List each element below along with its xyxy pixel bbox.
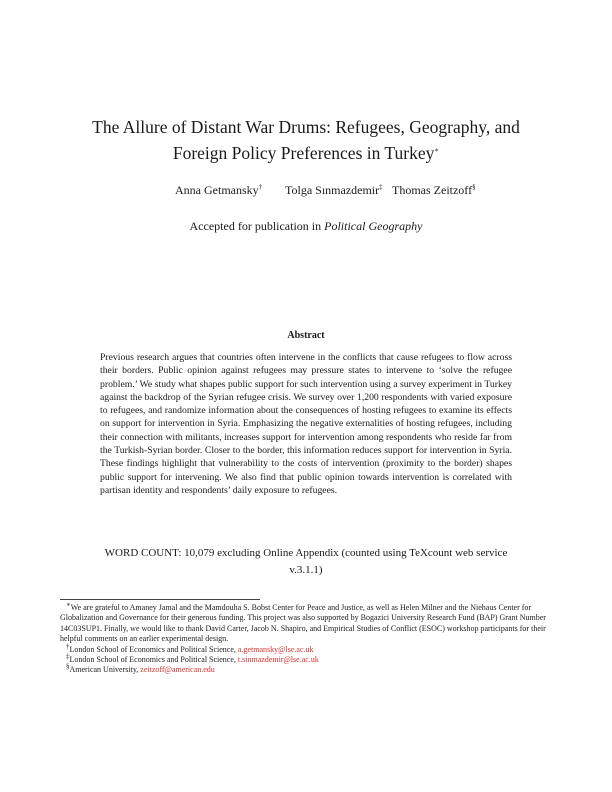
- author-mark: †: [258, 183, 263, 191]
- word-count-text: 10,079 excluding Online Appendix (counted using TeXcount web service v.3.1.1): [181, 547, 508, 576]
- journal-name: Political Geography: [324, 219, 423, 233]
- footnote-text: We are grateful to Amaney Jamal and the Mamdouha S. Bobst Center for Peace and Justice, as well as Helen Milner and the Niehaus Center for Globalization and Governance for their generous funding. This project was also supported by Bogazici University Research Fund (BAP) Grant Number 14C03SUP1. Finally, we would like to thank David Carter, Jacob N. Shapiro, and Empirical Studies of Conflict (ESOC) workshop participants for their helpful comments on an earlier experimental design.: [60, 603, 546, 644]
- email-link[interactable]: a.getmansky@lse.ac.uk: [237, 644, 314, 654]
- title-line-2-text: Foreign Policy Preferences in Turkey: [172, 143, 435, 163]
- title-line-1: The Allure of Distant War Drums: Refugees, Geography, and: [92, 117, 520, 137]
- footnote-text: London School of Economics and Political Science,: [69, 655, 238, 665]
- abstract-body: Previous research argues that countries often intervene in the conflicts that cause refugees to flow across their borders. Public opinion against refugees may pressure states to intervene to ‘solve the refugee problem.’ We study what shapes public support for such intervention using a survey experiment in Turkey against the backdrop of the Syrian refugee crisis. We survey over 1,200 respondents with varied exposure to refugees, and randomize information about the consequences of hosting refugees to examine its effects on support for intervention in Syria. Emphasizing the negative externalities of hosting refugees, including their connection with militants, increases support for intervention among respondents who reside far from the Turkish-Syrian border. Closer to the border, this information reduces support for intervention in Syria. These findings highlight that vulnerability to the costs of intervention (proximity to the border) shapes public support for intervening. We also find that public opinion towards intervention is correlated with partisan identity and respondents’ daily exposure to refugees.: [100, 352, 512, 496]
- footnote-mark: ∗: [66, 600, 71, 609]
- email-link[interactable]: zeitzoff@american.edu: [140, 665, 215, 675]
- footnotes: [60, 600, 552, 676]
- paper-title: [60, 114, 552, 166]
- author-zeitzoff: [392, 183, 476, 198]
- footnote-affiliation-2: [60, 652, 552, 665]
- author-mark: ‡: [379, 183, 383, 191]
- author-getmansky: [175, 183, 262, 198]
- footnote-divider: [60, 599, 260, 600]
- abstract-heading: Abstract: [287, 330, 325, 341]
- title-footnote-mark: ∗: [434, 146, 440, 155]
- email-link[interactable]: t.sinmazdemir@lse.ac.uk: [237, 655, 319, 665]
- footnote-mark: §: [66, 662, 70, 671]
- footnote-acknowledgment: [60, 600, 552, 645]
- author-mark: §: [472, 183, 476, 191]
- footnote-affiliation-3: [60, 662, 552, 675]
- author-sinmazdemir: [285, 183, 383, 198]
- publication-note: [60, 219, 552, 234]
- footnote-text: American University,: [69, 665, 141, 675]
- title-line-2: [60, 140, 552, 166]
- author-name: Tolga Sınmazdemir: [285, 183, 380, 197]
- footnote-mark: †: [66, 641, 70, 650]
- footnote-affiliation-1: [60, 641, 552, 655]
- author-list: [60, 183, 552, 199]
- word-count: [96, 545, 516, 579]
- footnote-mark: ‡: [66, 652, 70, 661]
- author-name: Thomas Zeitzoff: [392, 183, 473, 197]
- word-count-label: WORD COUNT:: [104, 547, 182, 559]
- publication-prefix: Accepted for publication in: [189, 219, 325, 233]
- footnote-text: London School of Economics and Political Science,: [69, 644, 238, 654]
- author-name: Anna Getmansky: [175, 183, 259, 197]
